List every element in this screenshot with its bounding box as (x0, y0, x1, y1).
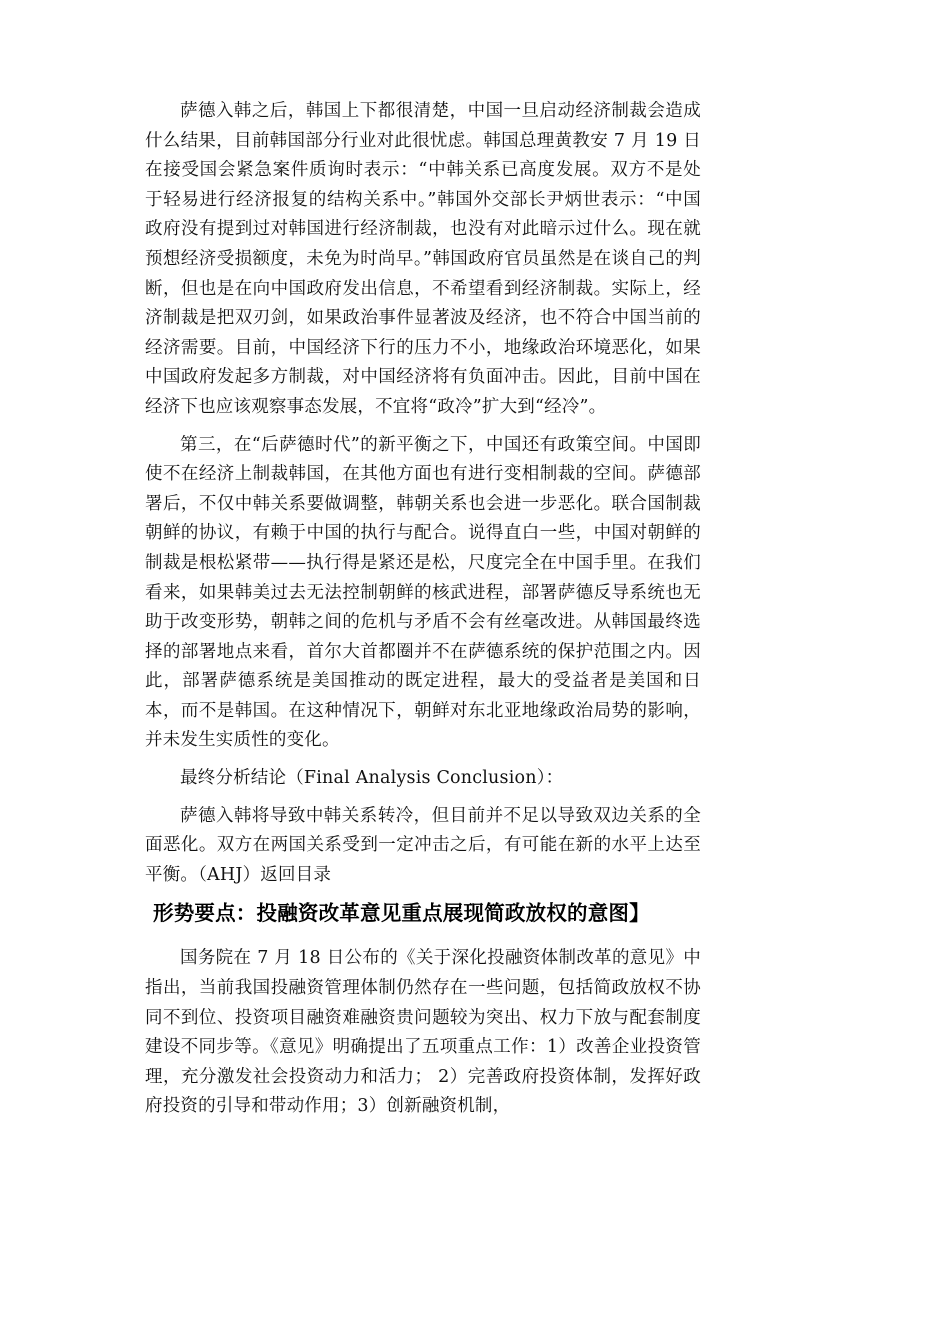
paragraph-investment-reform: 国务院在 7 月 18 日公布的《关于深化投融资体制改革的意见》中指出，当前我国投融资管理体制仍然存在一些问题，包括简政放权不协同不到位、投资项目融资难融资贵问题较为突出、权力下放与配套制度建设不同步等。《意见》明确提出了五项重点工作：1）改善企业投资管理，充分激发社会投资动力和活力； 2）完善政府投资体制，发挥好政府投资的引导和带动作用；3）创新融资机制， (145, 948, 701, 1117)
document-page (145, 97, 701, 1122)
section-heading: 形势要点：投融资改革意见重点展现简政放权的意图】 (153, 901, 650, 926)
paragraph-thaad-economic-sanctions: 萨德入韩之后，韩国上下都很清楚，中国一旦启动经济制裁会造成什么结果，目前韩国部分行业对此很忧虑。韩国总理黄教安 7 月 19 日在接受国会紧急案件质询时表示：“中韩关系已高度发展。双方不是处于轻易进行经济报复的结构关系中。”韩国外交部长尹炳世表示：“中国政府没有提到过对韩国进行经济制裁，也没有对此暗示过什么。现在就预想经济受损额度，未免为时尚早。”韩国政府官员虽然是在谈自己的判断，但也是在向中国政府发出信息，不希望看到经济制裁。实际上，经济制裁是把双刃剑，如果政治事件显著波及经济，也不符合中国当前的经济需要。目前，中国经济下行的压力不小，地缘政治环境恶化，如果中国政府发起多方制裁，对中国经济将有负面冲击。因此，目前中国在经济下也应该观察事态发展，不宜将“政冷”扩大到“经冷”。 (145, 101, 701, 417)
paragraph-policy-space: 第三，在“后萨德时代”的新平衡之下，中国还有政策空间。中国即使不在经济上制裁韩国，在其他方面也有进行变相制裁的空间。萨德部署后，不仅中韩关系要做调整，韩朝关系也会进一步恶化。联合国制裁朝鲜的协议，有赖于中国的执行与配合。说得直白一些，中国对朝鲜的制裁是根松紧带——执行得是紧还是松，尺度完全在中国手里。在我们看来，如果韩美过去无法控制朝鲜的核武进程，部署萨德反导系统也无助于改变形势，朝韩之间的危机与矛盾不会有丝毫改进。从韩国最终选择的部署地点来看，首尔大首都圈并不在萨德系统的保护范围之内。因此，部署萨德系统是美国推动的既定进程，最大的受益者是美国和日本，而不是韩国。在这种情况下，朝鲜对东北亚地缘政治局势的影响，并未发生实质性的变化。 (145, 434, 701, 751)
paragraph-conclusion-label: 最终分析结论（Final Analysis Conclusion）： (180, 768, 564, 789)
paragraph-conclusion-text: 萨德入韩将导致中韩关系转冷，但目前并不足以导致双边关系的全面恶化。双方在两国关系受到一定冲击之后，有可能在新的水平上达至平衡。（AHJ）返回目录 (145, 805, 701, 885)
